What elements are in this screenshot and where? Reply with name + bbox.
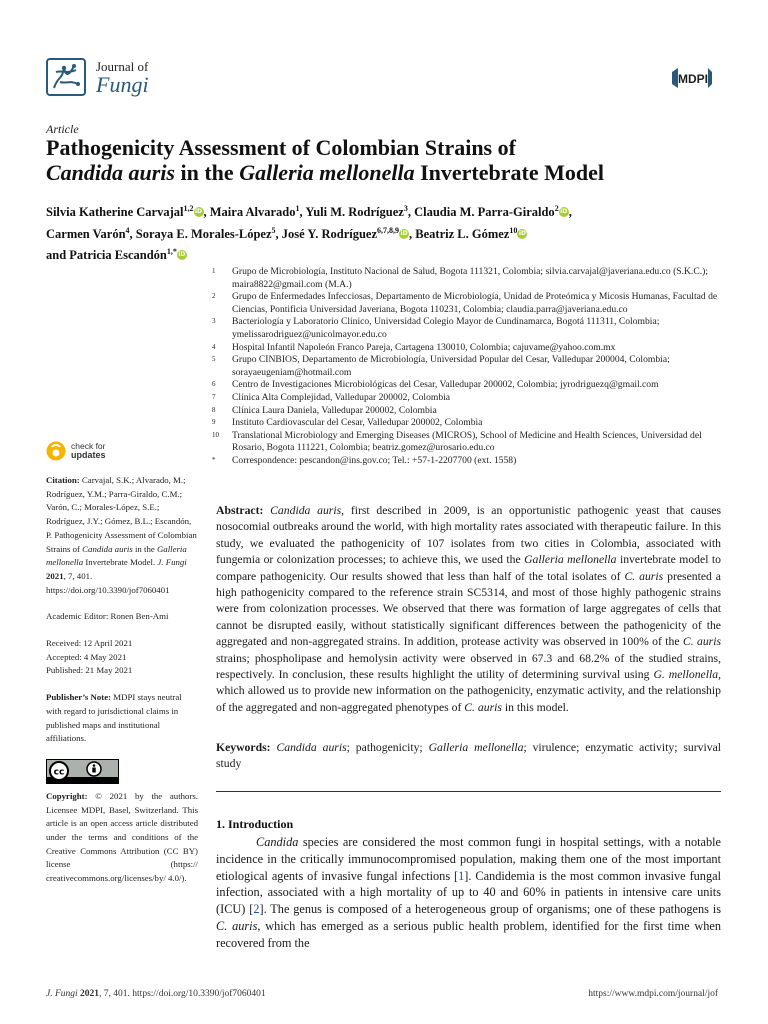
keywords-text-2: ; virulence; enzymatic activity; survival study <box>216 741 722 771</box>
affiliation-text: Correspondence: pescandon@ins.gov.co; Tel.: +57-1-2207700 (ext. 1558) <box>232 454 517 466</box>
citation-label: Citation: <box>46 475 80 485</box>
affiliation-item <box>212 342 732 355</box>
intro-text-1: species are considered the most common fungi in hospital settings, with a notable incidence in the critically immunocompromised population, making them one of the most important etiological agents of invasive fungal infections [ <box>216 835 721 883</box>
affiliation-item <box>212 430 732 455</box>
keyword-species: Candida auris <box>270 741 347 754</box>
affiliation-number: 3 <box>212 317 216 326</box>
keywords-label: Keywords: <box>216 741 271 754</box>
footer-journal-url[interactable]: https://www.mdpi.com/journal/jof <box>588 989 718 999</box>
keywords <box>216 740 721 773</box>
author-separator: , <box>407 205 415 220</box>
author-name[interactable]: Soraya E. Morales-López <box>135 226 272 241</box>
affiliation-text: Clínica Alta Complejidad, Valledupar 200002, Colombia <box>232 391 451 403</box>
abstract-species-1: Candida auris <box>263 504 342 517</box>
affiliation-number: 9 <box>212 418 216 427</box>
abstract-text-6: in this model. <box>501 700 569 714</box>
title-mid: in the <box>175 160 240 185</box>
publisher-note-text: MDPI stays neutral with regard to jurisdictional claims in published maps and institutional affiliations. <box>46 692 182 744</box>
abstract-model-species-short: G. mellonella <box>653 668 719 682</box>
section-heading-introduction: 1. Introduction <box>216 817 294 831</box>
author-affiliation-marker: 2 <box>554 204 559 213</box>
author-separator: , <box>203 205 210 220</box>
svg-text:cc: cc <box>53 767 65 778</box>
footer-journal: J. Fungi <box>46 989 78 999</box>
affiliation-number: 2 <box>212 292 216 301</box>
check-for-updates-button[interactable] <box>46 441 106 461</box>
copyright-notice <box>46 790 198 886</box>
academic-editor: Academic Editor: Ronen Ben-Ami <box>46 611 169 622</box>
author-name[interactable]: Carmen Varón <box>46 226 126 241</box>
keywords-text-1: ; pathogenicity; <box>346 741 429 754</box>
affiliation-text: Grupo de Enfermedades Infecciosas, Departamento de Microbiología, Unidad de Proteómica y Micosis Humanas, Facultad de Ciencias, Pontificia Universidad Javeriana, Bogota 110231, Colombia; claudia.parra@javeriana.edu.co <box>232 291 718 315</box>
author-affiliation-marker: 1,2 <box>183 204 194 213</box>
footer-doi[interactable]: , 7, 401. https://doi.org/10.3390/jof7060401 <box>99 989 266 999</box>
orcid-icon[interactable]: iD <box>400 229 408 237</box>
affiliation-item <box>212 455 732 468</box>
check-updates-line2: updates <box>71 450 106 460</box>
check-updates-label <box>71 442 106 460</box>
affiliation-text: Centro de Investigaciones Microbiológicas del Cesar, Valledupar 200002, Colombia; jyrodriguezq@gmail.com <box>232 379 659 391</box>
author-separator: , <box>409 226 416 241</box>
affiliation-text: Grupo CINBIOS, Departamento de Microbiología, Universidad Popular del Cesar, Valledupar 200004, Colombia; sorayaeugeniam@hotmail.com <box>232 354 670 378</box>
published-date: Published: 21 May 2021 <box>46 665 133 676</box>
affiliation-text: Clínica Laura Daniela, Valledupar 200002, Colombia <box>232 404 437 416</box>
section-divider <box>216 791 721 792</box>
author-affiliation-marker: 3 <box>403 204 408 213</box>
abstract-species-3: C. auris <box>682 635 722 649</box>
author-name[interactable]: Claudia M. Parra-Giraldo <box>414 205 555 220</box>
article-sidebar <box>46 474 198 899</box>
citation-model-species: Galleria mellonella <box>46 543 187 568</box>
author-affiliation-marker: 1,* <box>166 247 177 257</box>
intro-species: C. auris <box>216 918 258 933</box>
check-updates-line1: check for <box>71 441 106 451</box>
publisher-name: MDPI <box>678 72 708 86</box>
copyright-text: © 2021 by the authors. Licensee MDPI, Basel, Switzerland. This article is an open access article distributed under the terms and conditions of the Creative Commons Attribution (CC BY) license (https:// creativecommons.org/licenses/by/ 4.0/). <box>46 790 198 884</box>
affiliation-number: 6 <box>212 380 216 389</box>
citation-text-a: Carvajal, S.K.; Alvarado, M.; Rodríguez, Y.M.; Parra-Giraldo, C.M.; Varón, C.; Morales-López, S.E.; Rodríguez, J.Y.; Gómez, B.L.; Escandón, P. Pathogenicity Assessment of Colombian Strains of <box>46 475 197 554</box>
author-name[interactable]: Beatriz L. Gómez <box>415 226 510 241</box>
affiliation-number: 10 <box>212 430 219 439</box>
journal-logo-icon <box>46 58 86 96</box>
author-name[interactable]: Silvia Katherine Carvajal <box>46 205 184 220</box>
publisher-logo[interactable] <box>668 66 718 90</box>
affiliation-item <box>212 291 732 316</box>
orcid-icon[interactable]: iD <box>560 208 568 216</box>
author-separator: , <box>299 205 306 220</box>
affiliation-text: Bacteriología y Laboratorio Clínico, Universidad Colegio Mayor de Cundinamarca, Bogotá 111311, Colombia; ymelissarodriguez@unicolmayor.edu.co <box>232 316 660 340</box>
title-line1: Pathogenicity Assessment of Colombian Strains of <box>46 135 516 160</box>
abstract-text-4: strains; phospholipase and hemolysin activity were observed in 67.3 and 68.2% of the studied strains, respectively. In conclusion, these results highlight the utility of determining survival using <box>216 651 721 682</box>
author-separator: , <box>129 226 136 241</box>
accepted-date: Accepted: 4 May 2021 <box>46 651 127 662</box>
affiliation-number: 7 <box>212 392 216 401</box>
affiliations-list <box>212 266 732 468</box>
affiliation-number: 8 <box>212 405 216 414</box>
author-affiliation-marker: 1 <box>295 204 300 213</box>
abstract-text-2: invertebrate model to compare pathogenicity. Our results showed that less than half of the total isolates of <box>216 553 721 583</box>
check-updates-icon <box>46 441 66 461</box>
author-name[interactable]: and Patricia Escandón <box>46 248 167 263</box>
reference-link-1[interactable]: 1 <box>458 868 465 883</box>
citation-journal: J. Fungi <box>157 557 187 568</box>
affiliation-number: 1 <box>212 267 216 275</box>
citation-block <box>46 474 198 597</box>
orcid-icon[interactable]: iD <box>194 208 203 216</box>
copyright-label: Copyright: <box>46 790 88 801</box>
title-end: Invertebrate Model <box>414 160 604 185</box>
journal-name <box>96 60 149 96</box>
keyword-model-species: Galleria mellonella <box>428 741 524 754</box>
affiliation-text: Grupo de Microbiología, Instituto Nacional de Salud, Bogota 111321, Colombia; silvia.carvajal@javeriana.edu.co (S.K.C.); maira8822@gmail.com (M.A.) <box>232 266 708 290</box>
publisher-note <box>46 691 198 746</box>
reference-link-2[interactable]: 2 <box>253 902 260 917</box>
paper-title <box>46 135 746 185</box>
received-date: Received: 12 April 2021 <box>46 638 133 649</box>
intro-text-3: ]. The genus is composed of a heterogeneous group of organisms; one of these pathogens is <box>259 902 721 917</box>
abstract-species-4: C. auris <box>464 700 502 714</box>
affiliation-text: Hospital Infantil Napoleón Franco Pareja, Cartagena 130010, Colombia; cajuvame@yahoo.com.mx <box>232 341 616 353</box>
affiliation-item <box>212 354 732 379</box>
abstract-label: Abstract: <box>216 504 264 517</box>
intro-text-2: ]. Candidemia is the most common invasive fungal infection, associated with a high mortality of up to 40 and 60% in patients in intensive care units (ICU) [ <box>216 868 721 917</box>
citation-year: 2021 <box>46 570 64 581</box>
author-separator: , <box>568 205 572 220</box>
orcid-icon[interactable]: iD <box>518 229 526 237</box>
title-model-species: Galleria mellonella <box>239 160 415 185</box>
author-affiliation-marker: 4 <box>125 225 130 235</box>
author-affiliation-marker: 10 <box>509 225 518 235</box>
affiliation-item <box>212 417 732 430</box>
author-affiliation-marker: 6,7,8,9 <box>377 225 400 235</box>
footer-citation <box>46 989 266 999</box>
title-species: Candida auris <box>46 160 175 185</box>
cc-by-license-icon[interactable] <box>46 759 119 784</box>
author-name[interactable]: Maira Alvarado <box>209 205 296 220</box>
journal-name-prefix: Journal of <box>96 59 149 74</box>
publisher-note-label: Publisher’s Note: <box>46 692 112 703</box>
author-list <box>46 200 726 265</box>
affiliation-number: 4 <box>212 342 216 351</box>
citation-doi[interactable]: , 7, 401. https://doi.org/10.3390/jof7060401 <box>46 570 170 595</box>
affiliation-item <box>212 379 732 392</box>
intro-text-4: , which has emerged as a serious public health problem, identified for the first time when recovered from the <box>216 918 721 950</box>
citation-species: Candida auris <box>82 543 133 554</box>
author-affiliation-marker: 5 <box>271 225 276 235</box>
abstract-species-2: C. auris <box>624 569 664 583</box>
article-type: Article <box>46 122 79 136</box>
affiliation-text: Instituto Cardiovascular del Cesar, Valledupar 200002, Colombia <box>232 417 483 429</box>
affiliation-text: Translational Microbiology and Emerging Diseases (MICROS), School of Medicine and Health Sciences, Universidad del Rosario, Bogota 111221, Colombia; beatriz.gomez@urosario.edu.co <box>232 429 702 454</box>
citation-text-b: in the <box>132 543 157 554</box>
author-separator: , <box>275 226 282 241</box>
footer-year: 2021 <box>77 989 100 999</box>
author-name[interactable]: José Y. Rodríguez <box>281 226 378 241</box>
affiliation-number: * <box>212 455 216 464</box>
author-name[interactable]: Yuli M. Rodríguez <box>305 205 404 220</box>
abstract-model-species: Galleria mellonella <box>524 553 617 567</box>
orcid-icon[interactable]: iD <box>178 251 186 259</box>
affiliation-item <box>212 405 732 418</box>
affiliation-number: 5 <box>212 355 216 364</box>
abstract-text-3: presented a high pathogenicity compared to the reference strain SC5314, and most of those highly pathogenic strains were from colonization processes. We observed that there was formation of large aggregates of cells that cannot be disrupted easily, without statistically significant differences between the pathogenicity of the aggregated and non-aggregated strains. In addition, protease activity was observed in 100% of the <box>216 569 721 649</box>
citation-text-c: Invertebrate Model. <box>83 557 158 568</box>
abstract-text-1: , first described in 2009, is an opportunistic pathogenic yeast that causes nosocomial outbreaks around the world, with high mortality rates associated with therapeutic failure. In this study, we evaluated the pathogenicity of 107 isolates from two cities in Colombia, associated with fungemia or colonization processes; to achieve this, we used the <box>216 504 721 567</box>
intro-genus: Candida <box>256 835 299 849</box>
affiliation-item <box>212 266 732 291</box>
abstract-text-5: , which allowed us to provide new information on the pathogenicity, enzymatic activity, and the relationship of the aggregated and non-aggregated phenotypes of <box>216 668 722 714</box>
affiliation-item <box>212 392 732 405</box>
journal-name-title: Fungi <box>96 72 149 97</box>
introduction-paragraph <box>216 834 721 952</box>
affiliation-item <box>212 316 732 341</box>
abstract <box>216 503 721 716</box>
